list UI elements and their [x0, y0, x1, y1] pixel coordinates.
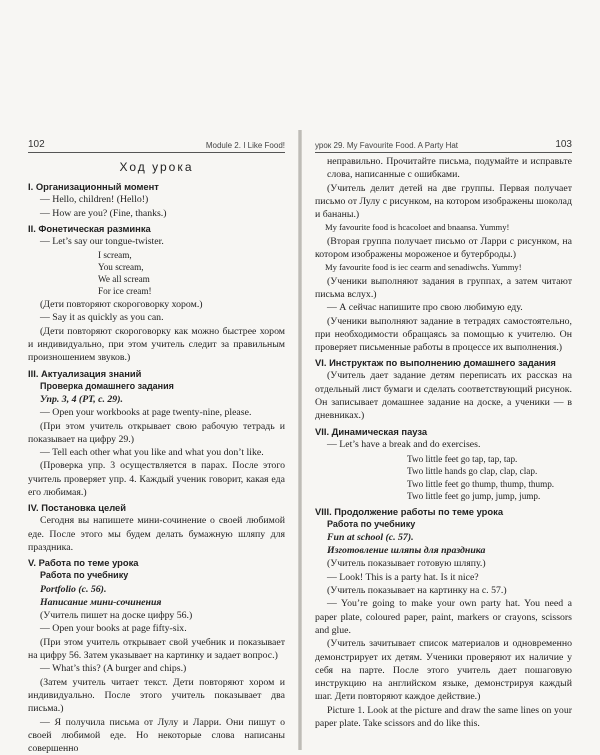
poem-line: Two little feet go jump, jump, jump. [407, 490, 572, 502]
instruction-note: (Затем учитель читает текст. Дети повторяют хором и индивидуально. После этого учитель показывает два письма.) [28, 676, 285, 716]
dialogue-line: — Tell each other what you like and what you don’t like. [28, 446, 285, 459]
dialogue-line: — Let’s say our tongue-twister. [28, 235, 285, 248]
instruction-note: (Ученики выполняют задание в тетрадях самостоятельно, при необходимости обращаясь за помощью к учителю. Он проверяет письменные работы в процессе их выполнения.) [315, 315, 572, 355]
section-heading: IV. Постановка целей [28, 501, 285, 514]
poem-line: I scream, [98, 249, 285, 261]
paragraph: неправильно. Прочитайте письма, подумайте и исправьте слова, написанные с ошибками. [315, 155, 572, 182]
running-title: Module 2. I Like Food! [206, 141, 285, 150]
instruction-note: (При этом учитель открывает свою рабочую тетрадь и показывает на цифру 29.) [28, 420, 285, 447]
dialogue-line: — You’re going to make your own party hat. You need a paper plate, coloured paper, paint, markers or crayons, scissors and glue. [315, 597, 572, 637]
running-title: урок 29. My Favourite Food. A Party Hat [315, 141, 458, 150]
exercise-ref: Portfolio (с. 56). [28, 583, 285, 596]
section-heading: VII. Динамическая пауза [315, 425, 572, 438]
dialogue-line: — А сейчас напишите про свою любимую еду. [315, 301, 572, 314]
instruction-note: (Вторая группа получает письмо от Ларри с рисунком, на котором изображены мороженое и бутерброды.) [315, 235, 572, 262]
section-heading: II. Фонетическая разминка [28, 222, 285, 235]
dialogue-line: — Open your workbooks at page twenty-nine, please. [28, 406, 285, 419]
poem-line: Two little feet go tap, tap, tap. [407, 453, 572, 465]
tongue-twister [28, 249, 285, 297]
instruction-note: (Учитель зачитывает список материалов и одновременно демонстрирует их детям. Ученики проверяют их наличие у себя на парте. После этого учитель дает пошаговую инструкцию на английском языке, демонстрируя каждый шаг. Дети повторяют каждое действие.) [315, 637, 572, 703]
subheading: Работа по учебнику [28, 569, 285, 582]
section-heading: V. Работа по теме урока [28, 556, 285, 569]
right-page-header [315, 136, 572, 153]
instruction-note: (Учитель дает задание детям переписать их рассказ на отдельный лист бумаги и сделать соответствующий рисунок. Он записывает домашнее задание на доске, а ученики — в дневниках.) [315, 369, 572, 422]
instruction-note: (Ученики выполняют задания в группах, а затем читают письма вслух.) [315, 275, 572, 302]
instruction-note: (Учитель показывает на картинку на с. 57.) [315, 584, 572, 597]
page-number: 103 [555, 139, 572, 150]
dialogue-line: — How are you? (Fine, thanks.) [28, 207, 285, 220]
dialogue-line: — Let’s have a break and do exercises. [315, 438, 572, 451]
letter-text: My favourite food is hcacoloet and bnaansa. Yummy! [315, 221, 572, 234]
section-heading: VI. Инструктаж по выполнению домашнего задания [315, 356, 572, 369]
left-page [0, 136, 299, 736]
exercise-ref: Написание мини-сочинения [28, 596, 285, 609]
section-heading: I. Организационный момент [28, 180, 285, 193]
section-heading: III. Актуализация знаний [28, 367, 285, 380]
section-heading: VIII. Продолжение работы по теме урока [315, 505, 572, 518]
dialogue-line: — Hello, children! (Hello!) [28, 193, 285, 206]
right-page-content [301, 153, 600, 730]
subheading: Проверка домашнего задания [28, 380, 285, 393]
dialogue-line: — Say it as quickly as you can. [28, 311, 285, 324]
paragraph: Сегодня вы напишете мини-сочинение о своей любимой еде. После этого мы будем делать бумажную шляпу для праздника. [28, 514, 285, 554]
dialogue-line: — What’s this? (A burger and chips.) [28, 662, 285, 675]
left-page-content [0, 153, 299, 755]
poem-line: Two little hands go clap, clap, clap. [407, 465, 572, 477]
poem-line: Two little feet go thump, thump, thump. [407, 478, 572, 490]
letter-text: My favourite food is iec cearm and senadiwchs. Yummy! [315, 261, 572, 274]
page-number: 102 [28, 139, 45, 150]
instruction-note: (Учитель делит детей на две группы. Первая получает письмо от Лулу с рисунком, на котором изображены шоколад и бананы.) [315, 182, 572, 222]
poem-line: You scream, [98, 261, 285, 273]
instruction-note: (Дети повторяют скороговорку как можно быстрее хором и индивидуально, при этом учитель следит за правильным произношением звуков.) [28, 325, 285, 365]
poem-line: For ice cream! [98, 285, 285, 297]
dialogue-line: — Open your books at page fifty-six. [28, 622, 285, 635]
right-page [301, 136, 600, 736]
exercise-ref: Изготовление шляпы для праздника [315, 544, 572, 557]
left-page-header [28, 136, 285, 153]
instruction-note: (Проверка упр. 3 осуществляется в парах. После этого учитель проверяет упр. 4. Каждый ученик говорит, какая еда его любимая.) [28, 459, 285, 499]
instruction-note: (Учитель показывает готовую шляпу.) [315, 557, 572, 570]
instruction-note: (При этом учитель открывает свой учебник и показывает на цифру 56. Затем указывает на картинку и задает вопрос.) [28, 636, 285, 663]
paragraph: Picture 1. Look at the picture and draw the same lines on your paper plate. Take scissors and do like this. [315, 704, 572, 731]
exercise-ref: Fun at school (с. 57). [315, 531, 572, 544]
instruction-note: (Учитель пишет на доске цифру 56.) [28, 609, 285, 622]
dialogue-line: — Look! This is a party hat. Is it nice? [315, 571, 572, 584]
instruction-note: (Дети повторяют скороговорку хором.) [28, 298, 285, 311]
poem-line: We all scream [98, 273, 285, 285]
dialogue-line: — Я получила письма от Лулу и Ларри. Они пишут о своей любимой еде. Но некоторые слова написаны совершенно [28, 716, 285, 755]
exercise-rhyme [315, 453, 572, 503]
exercise-ref: Упр. 3, 4 (PT, c. 29). [28, 393, 285, 406]
lesson-title: Ход урока [28, 161, 285, 174]
subheading: Работа по учебнику [315, 518, 572, 531]
